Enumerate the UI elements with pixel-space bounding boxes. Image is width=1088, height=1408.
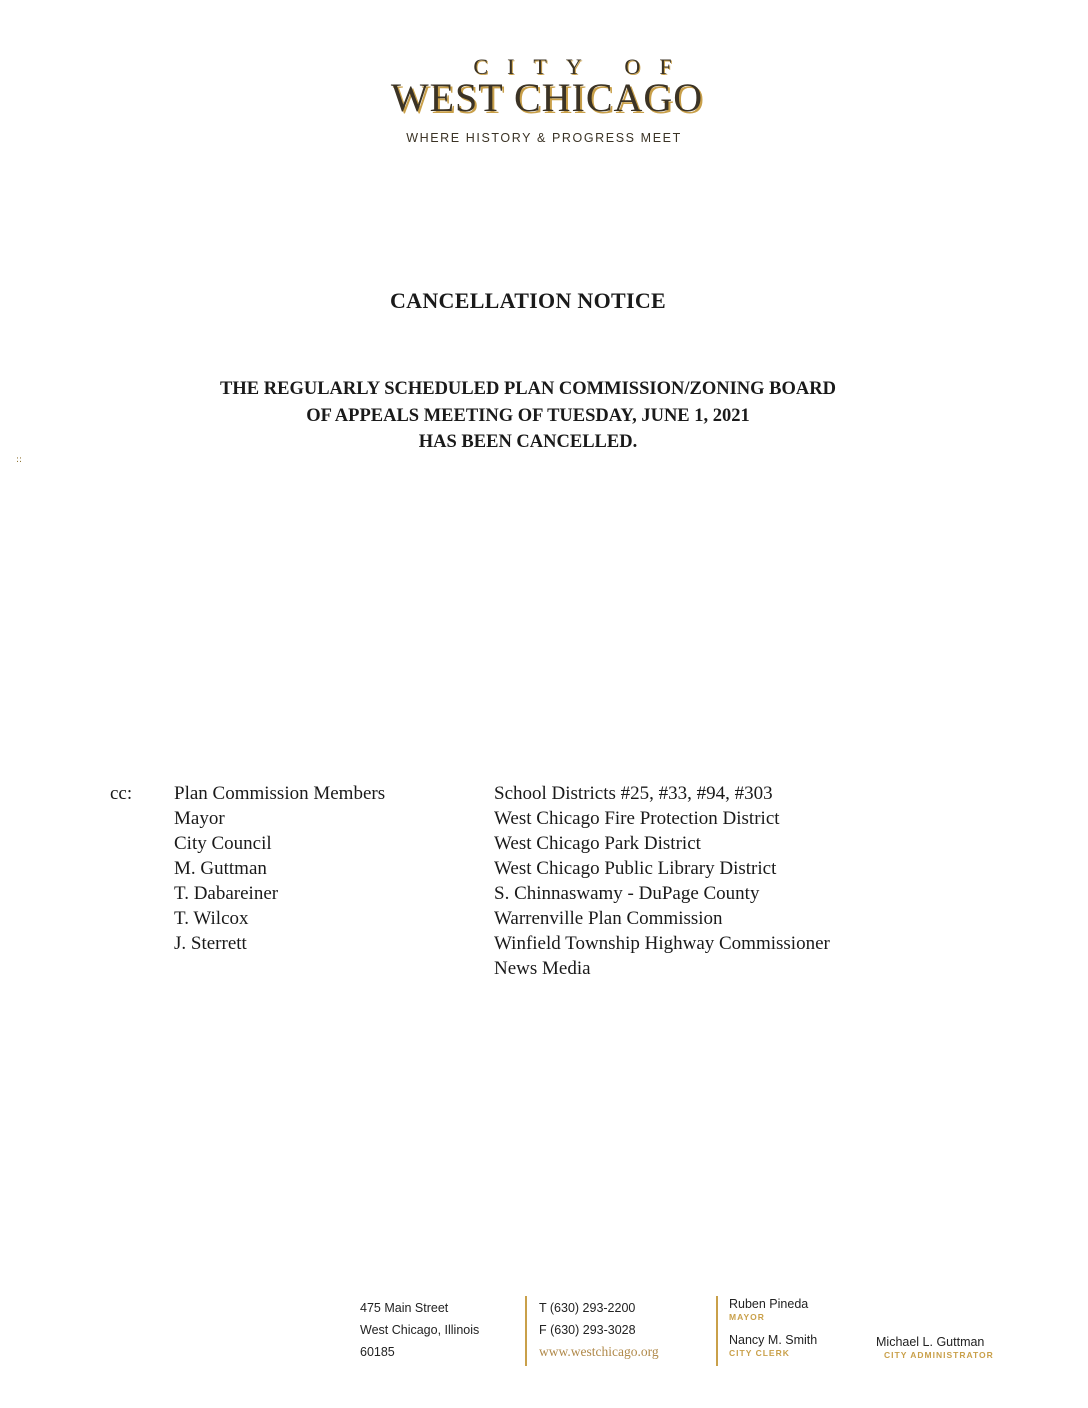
announcement-line: THE REGULARLY SCHEDULED PLAN COMMISSION/ZONING BOARD [220,379,836,399]
cc-recipient: M. Guttman [174,858,267,879]
admin-name: Michael L. Guttman [876,1335,985,1349]
cc-recipient: School Districts #25, #33, #94, #303 [494,783,773,804]
footer-officials [729,1297,817,1359]
cc-recipient: T. Dabareiner [174,883,279,904]
logo-tagline: WHERE HISTORY & PROGRESS MEET [406,131,682,145]
cc-recipient: Plan Commission Members [174,783,386,804]
footer-divider [716,1296,718,1366]
cc-recipient: West Chicago Public Library District [494,858,777,879]
notice-announcement [0,376,1056,456]
city-logo [0,54,1088,146]
fax-number: F (630) 293-3028 [539,1323,636,1337]
website-link[interactable]: www.westchicago.org [539,1344,659,1359]
phone-number: T (630) 293-2200 [539,1301,636,1315]
cc-recipient: Winfield Township Highway Commissioner [494,933,830,954]
cc-recipient: T. Wilcox [174,908,249,929]
announcement-line: HAS BEEN CANCELLED. [418,432,638,452]
cc-list-left [174,781,385,956]
cc-recipient: City Council [174,833,272,854]
cc-recipient: West Chicago Fire Protection District [494,808,780,829]
mayor-title: MAYOR [729,1312,765,1322]
clerk-name: Nancy M. Smith [729,1333,818,1347]
cc-recipient: West Chicago Park District [494,833,701,854]
cc-label: cc: [110,783,133,804]
admin-title: CITY ADMINISTRATOR [884,1350,994,1360]
announcement-line: OF APPEALS MEETING OF TUESDAY, JUNE 1, 2021 [306,405,750,426]
cc-recipient: Warrenville Plan Commission [494,908,723,929]
logo-city-name: WEST CHICAGO [390,75,704,120]
logo-city-of: CITY OF [473,54,691,79]
cc-recipient: J. Sterrett [174,933,247,954]
address-line: 60185 [360,1345,395,1359]
clerk-title: CITY CLERK [729,1348,790,1358]
address-line: 475 Main Street [360,1301,449,1315]
cc-recipient: News Media [494,958,591,979]
margin-marker: :: [16,455,23,465]
mayor-name: Ruben Pineda [729,1297,809,1311]
cc-recipient: Mayor [174,808,225,829]
footer-divider [525,1296,527,1366]
footer-contact [539,1297,659,1363]
footer-address [360,1297,479,1363]
cc-recipient: S. Chinnaswamy - DuPage County [494,883,760,904]
notice-heading: CANCELLATION NOTICE [389,288,667,313]
cc-list-right [494,781,830,981]
footer-administrator [876,1335,994,1361]
address-line: West Chicago, Illinois [360,1323,480,1337]
